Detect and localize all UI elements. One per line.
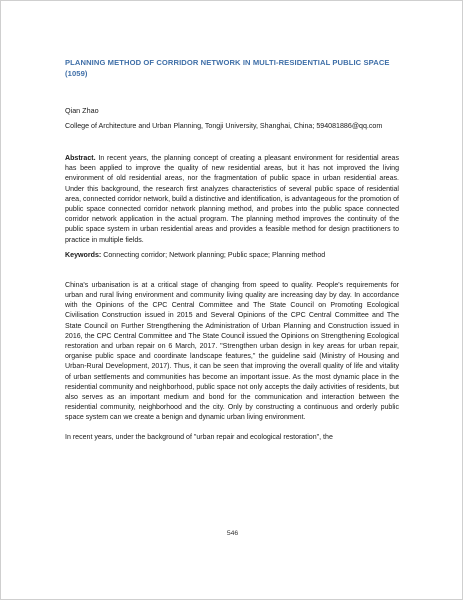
keywords (65, 250, 399, 260)
page-number: 546 (226, 530, 239, 537)
page-content (65, 57, 399, 452)
author-name: Qian Zhao (65, 106, 99, 115)
abstract (65, 154, 399, 246)
author-affiliation: College of Architecture and Urban Planning, Tongji University, Shanghai, China; 594081886@qq.com (65, 122, 383, 130)
body-paragraph: In recent years, under the background of "urban repair and ecological restoration", the (65, 433, 333, 441)
body-paragraph: China's urbanisation is at a critical stage of changing from speed to quality. People's requirements for urban and rural living environment and community living quality are increasing day by day. In accordance with the Opinions of the CPC Central Committee and The State Council on Promoting Ecological Civilisation Construction issued in 2015 and Several Opinions of the CPC Central Committee and The State Council on Further Strengthening the Administration of Urban Planning and Construction issued in 2016, the CPC Central Committee and The State Council issued the Opinions on Strengthening Ecological restoration and urban repair on 6 March, 2017. "Strengthen urban design in key areas for urban repair, organise public space and coordinate landscape features," the guideline said (Ministry of Housing and Urban-Rural Development, 2017). Thus, it can be seen that improving the overall quality of life and vitality of urban settlements and communities has become an important issue. As the most dynamic place in the residential community and neighborhood, public space not only accepts the daily activities of residents, but also serves as an important medium and bond for the communication and interaction between the residential community, neighborhood and the city. Only by constructing a continuous and orderly public space system can we create a benign and dynamic urban living environment. (65, 281, 399, 422)
abstract-text: In recent years, the planning concept of creating a pleasant environment for residential areas has been applied to improve the quality of new residential areas, but it has not improved the living environment of old residential areas, nor the fragmentation of public space in urban residential areas. Under this background, the research first analyzes characteristics of several public space of residential area, connected corridor network, build a distinctive and identification, is advantageous for the promotion of public space connected corridor network planning method, and probes into the public space connected corridor network application in the actual program. The planning method improves the continuity of the public space system in urban residential areas and provides a feasible method for design practitioners to practice in multiple fields. (65, 155, 399, 244)
paper-title: PLANNING METHOD OF CORRIDOR NETWORK IN MULTI-RESIDENTIAL PUBLIC SPACE (1059) (65, 58, 390, 78)
abstract-label: Abstract. (65, 155, 96, 162)
keywords-label: Keywords: (65, 250, 102, 259)
keywords-text: Connecting corridor; Network planning; Public space; Planning method (101, 250, 326, 259)
